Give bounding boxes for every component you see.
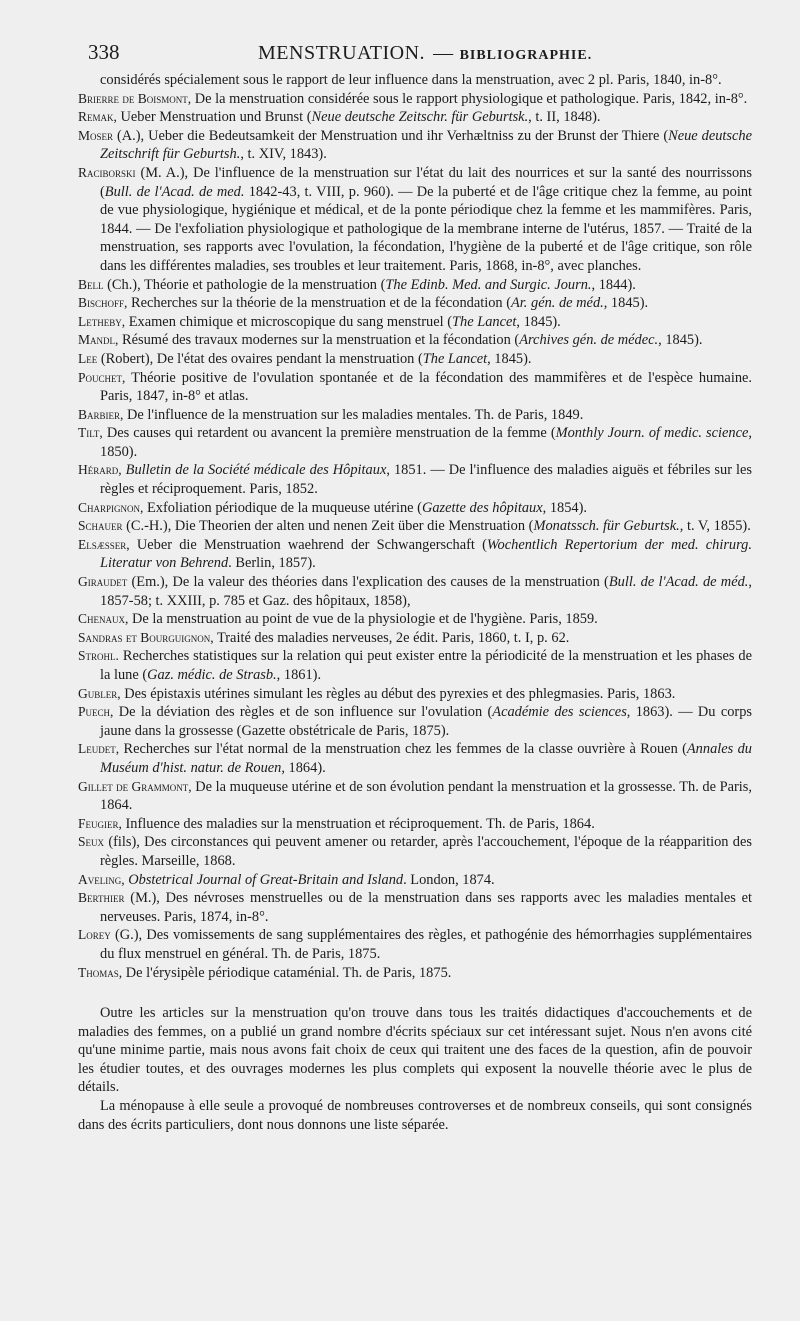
- entry-author: Puech,: [78, 704, 114, 720]
- bibliography-entry: [78, 610, 752, 629]
- entry-author: Feugier,: [78, 815, 122, 831]
- entry-author: Gillet de Grammont,: [78, 778, 192, 794]
- entry-text: De la déviation des règles et de son influence sur l'ovulation (: [118, 704, 493, 721]
- entry-text: (Robert), De l'état des ovaires pendant la menstruation (: [100, 350, 423, 367]
- entry-author: Thomas,: [78, 964, 123, 980]
- entry-text: Des causes qui retardent ou avancent la première menstruation de la femme (: [106, 425, 556, 442]
- entry-author: Barbier,: [78, 406, 124, 422]
- entry-text-after: , 1844).: [591, 276, 636, 293]
- entry-author: Gubler,: [78, 685, 121, 701]
- entry-text: (M.), Des névroses menstruelles ou de la menstruation dans ses rapports avec les maladies mentales et nerveuses. Paris, 1874, in-8°.: [100, 890, 752, 925]
- bibliography-entry: [78, 778, 752, 815]
- entry-journal-title: Obstetrical Journal of Great-Britain and Island: [128, 871, 404, 888]
- entry-text-after: , 1851. — De l'influence des maladies aiguës et fébriles sur les règles et réciproquement. Paris, 1852.: [100, 462, 752, 498]
- entry-text: Examen chimique et microscopique du sang menstruel (: [128, 313, 453, 330]
- entry-text-after: , 1857-58; t. XXIII, p. 785 et Gaz. des hôpitaux, 1858),: [100, 574, 752, 609]
- entry-journal-title: Monthly Journ. of medic. science: [555, 425, 749, 442]
- bibliography-entry: [78, 276, 752, 295]
- entry-text-after: . Berlin, 1857).: [228, 555, 316, 572]
- entry-author: Charpignon,: [78, 499, 144, 515]
- entry-journal-title: Bull. de l'Acad. de med.: [104, 183, 245, 200]
- entry-author: Berthier: [78, 890, 125, 906]
- entry-text-after: 1842-43, t. VIII, p. 960). — De la puberté et de l'âge critique chez la femme, au point de vue physiologique, hygiénique et médical, et de la ponte périodique chez la femme et les mammifères. Paris, 1844. — De l'exfoliation physiologique et pathologique de la membrane interne de l'utérus, 1857. — Traité de la menstruation, ses rapports avec l'ovulation, la fécondation, l'hygiène de la puberté et de l'âge critique, son rôle dans les différentes maladies, ses troubles et leur traitement. Paris, 1868, in-8°, avec planches.: [100, 183, 753, 274]
- entry-text-after: , 1845).: [487, 350, 532, 367]
- entry-text-after: , t. XIV, 1843).: [240, 146, 327, 163]
- bibliography-entry: [78, 313, 752, 332]
- entry-text: De la muqueuse utérine et de son évolution pendant la menstruation et la grossesse. Th. de Paris, 1864.: [100, 778, 752, 814]
- entry-author: Leudet,: [78, 741, 120, 757]
- entry-text: Des épistaxis utérines simulant les règles au début des pyrexies et des phlegmasies. Paris, 1863.: [124, 685, 676, 702]
- entry-author: Lorey: [78, 927, 111, 943]
- entry-author: Sandras et Bourguignon,: [78, 629, 214, 645]
- bibliography-entry: [78, 461, 752, 498]
- entry-text: (fils), Des circonstances qui peuvent amener ou retarder, après l'accouchement, l'époque de la réapparition des règles. Marseille, 1868.: [100, 834, 752, 869]
- entry-author: Chenaux,: [78, 611, 129, 627]
- entry-journal-title: Académie des sciences: [492, 704, 627, 721]
- entry-text: (M. A.), De l'influence de la menstruation sur l'état du lait des nourrices et sur la santé des nourrissons (: [100, 164, 752, 200]
- closing-paragraphs: [78, 1004, 752, 1134]
- bibliography-entry: [78, 127, 752, 164]
- bibliography-entry: [78, 71, 752, 90]
- entry-text: Recherches statistiques sur la relation qui peut exister entre la périodicité de la menstruation et les phases de la lune (: [100, 648, 752, 683]
- entry-journal-title: The Lancet: [452, 313, 517, 330]
- entry-text-after: , 1845).: [658, 332, 703, 349]
- entry-text: (Em.), De la valeur des théories dans l'explication des causes de la menstruation (: [131, 574, 609, 591]
- entry-text-after: , 1850).: [100, 425, 752, 460]
- entry-text: De l'influence de la menstruation sur les maladies mentales. Th. de Paris, 1849.: [127, 406, 584, 423]
- running-header: [88, 40, 752, 65]
- entry-author: Lee: [78, 350, 98, 366]
- entry-text-after: , 1863). — Du corps jaune dans la grossesse (Gazette obstétricale de Paris, 1875).: [100, 704, 752, 739]
- entry-text: (A.), Ueber die Bedeutsamkeit der Menstruation und ihr Verhæltniss zu der Brunst der Thiere (: [116, 127, 669, 144]
- entry-author: Letheby,: [78, 313, 126, 329]
- bibliography-entry: [78, 164, 752, 276]
- bibliography-entry: [78, 964, 752, 983]
- bibliography-entry: [78, 740, 752, 777]
- entry-text-after: , 1854).: [542, 499, 588, 516]
- bibliography-entry: [78, 424, 752, 461]
- entry-journal-title: Gazette des hôpitaux: [421, 499, 543, 516]
- entry-text: (Ch.), Théorie et pathologie de la menstruation (: [107, 276, 386, 293]
- entry-journal-title: The Edinb. Med. and Surgic. Journ.: [385, 276, 592, 293]
- body-paragraph: Outre les articles sur la menstruation qu'on trouve dans tous les traités didactiques d'accouchements et de maladies des femmes, on a publié un grand nombre d'écrits spéciaux sur cet intéressant sujet. Nous n'en avons cité qu'une minime partie, mais nous avons fait choix de ceux qui traitent une des faces de la question, afin de pouvoir les étudier toutes, et des ouvrages modernes les plus complets qui exposent la nouvelle théorie avec le plus de détails.: [78, 1005, 752, 1096]
- entry-text: Exfoliation périodique de la muqueuse utérine (: [147, 499, 422, 516]
- bibliography-entry: [78, 350, 752, 369]
- bibliography-entry: [78, 647, 752, 684]
- page-number: 338: [88, 40, 120, 64]
- entry-text: Traité des maladies nerveuses, 2e édit. Paris, 1860, t. I, p. 62.: [216, 629, 570, 646]
- running-separator: —: [433, 42, 454, 64]
- entry-author: Pouchet,: [78, 369, 126, 385]
- bibliography-entry: [78, 871, 752, 890]
- bibliography-entry: [78, 926, 752, 963]
- entry-text: De la menstruation considérée sous le rapport physiologique et pathologique. Paris, 1842, in-8°.: [194, 90, 748, 107]
- entry-text: Recherches sur la théorie de la menstruation et de la fécondation (: [131, 295, 512, 312]
- entry-author: Tilt,: [78, 425, 103, 441]
- bibliography-entry: [78, 685, 752, 704]
- bibliography-entry: [78, 331, 752, 350]
- bibliography-entry: [78, 90, 752, 109]
- entry-text: Ueber Menstruation und Brunst (: [120, 109, 312, 126]
- bibliography-entry: [78, 889, 752, 926]
- bibliography-entry: [78, 517, 752, 536]
- bibliography-entry: [78, 629, 752, 648]
- bibliography-entry: [78, 536, 752, 573]
- entry-author: Raciborski: [78, 164, 136, 180]
- entry-text-after: , 1845).: [516, 313, 561, 330]
- entry-text: Influence des maladies sur la menstruation et réciproquement. Th. de Paris, 1864.: [125, 815, 595, 832]
- running-subtitle: BIBLIOGRAPHIE.: [459, 48, 593, 63]
- bibliography-entry: [78, 406, 752, 425]
- entry-journal-title: Gaz. médic. de Strasb.: [147, 667, 277, 683]
- entry-journal-title: Bulletin de la Société médicale des Hôpitaux: [125, 462, 387, 479]
- entry-author: Bischoff,: [78, 295, 128, 311]
- entry-journal-title: Neue deutsche Zeitschrift für Geburtsh.: [100, 127, 752, 163]
- entry-author: Bell: [78, 276, 104, 292]
- entry-text: Ueber die Menstruation waehrend der Schwangerschaft (: [136, 536, 487, 553]
- bibliography-entry: [78, 703, 752, 740]
- entry-text: De la menstruation au point de vue de la physiologie et de l'hygiène. Paris, 1859.: [131, 611, 598, 628]
- entry-text-after: , t. II, 1848).: [528, 109, 601, 126]
- entry-journal-title: Archives gén. de médec.: [519, 332, 659, 349]
- entry-author: Strohl.: [78, 648, 119, 664]
- entry-text: De l'érysipèle périodique cataménial. Th. de Paris, 1875.: [125, 964, 452, 981]
- bibliography-entry: [78, 573, 752, 610]
- entry-author: Schauer: [78, 518, 123, 534]
- entry-text: (G.), Des vomissements de sang supplémentaires des règles, et pathogénie des hémorrhagies supplémentaires du flux menstruel en général. Th. de Paris, 1875.: [100, 927, 752, 962]
- entry-author: Elsæsser,: [78, 536, 130, 552]
- entry-journal-title: Bull. de l'Acad. de méd.: [608, 574, 749, 591]
- entry-author: Brierre de Boismont,: [78, 90, 192, 106]
- running-title: MENSTRUATION.: [258, 42, 426, 64]
- entry-text-after: , 1845).: [603, 295, 649, 312]
- entry-text-after: . London, 1874.: [403, 871, 495, 888]
- entry-text-after: , 1864).: [281, 759, 326, 776]
- entry-journal-title: Annales du Muséum d'hist. natur. de Rouen: [100, 741, 752, 776]
- entry-text: considérés spécialement sous le rapport de leur influence dans la menstruation, avec 2 pl. Paris, 1840, in-8°.: [100, 72, 722, 88]
- bibliography-list: [78, 71, 752, 982]
- body-paragraph: La ménopause à elle seule a provoqué de nombreuses controverses et de nombreux conseils, qui sont consignés dans des écrits particuliers, dont nous donnons une liste séparée.: [78, 1098, 752, 1133]
- entry-author: Aveling,: [78, 871, 125, 887]
- bibliography-entry: [78, 294, 752, 313]
- entry-text: Théorie positive de l'ovulation spontanée et de la fécondation des mammifères et de l'espèce humaine. Paris, 1847, in-8° et atlas.: [100, 369, 752, 405]
- entry-journal-title: Ar. gén. de méd.: [511, 295, 604, 312]
- bibliography-entry: [78, 369, 752, 406]
- bibliography-entry: [78, 815, 752, 834]
- entry-text-after: , t. V, 1855).: [679, 518, 751, 535]
- entry-journal-title: The Lancet: [422, 350, 488, 367]
- entry-text: Résumé des travaux modernes sur la menstruation et la fécondation (: [121, 332, 520, 349]
- entry-author: Moser: [78, 127, 114, 143]
- entry-journal-title: Wochentlich Repertorium der med. chirurg. Literatur von Behrend: [100, 536, 752, 572]
- entry-text-after: , 1861).: [276, 667, 322, 683]
- entry-journal-title: Monatssch. für Geburtsk.: [533, 518, 680, 535]
- entry-author: Hérard,: [78, 462, 122, 478]
- bibliography-entry: [78, 499, 752, 518]
- bibliography-entry: [78, 108, 752, 127]
- entry-text: Recherches sur l'état normal de la menstruation chez les femmes de la classe ouvrière à Rouen (: [123, 741, 687, 758]
- entry-author: Giraudet: [78, 574, 128, 590]
- entry-author: Mandl,: [78, 332, 119, 348]
- entry-author: Remak,: [78, 109, 117, 125]
- entry-journal-title: Neue deutsche Zeitschr. für Geburtsk.: [311, 109, 529, 126]
- bibliography-entry: [78, 833, 752, 870]
- entry-author: Seux: [78, 834, 105, 850]
- entry-text: (C.-H.), Die Theorien der alten und nenen Zeit über die Menstruation (: [126, 518, 534, 535]
